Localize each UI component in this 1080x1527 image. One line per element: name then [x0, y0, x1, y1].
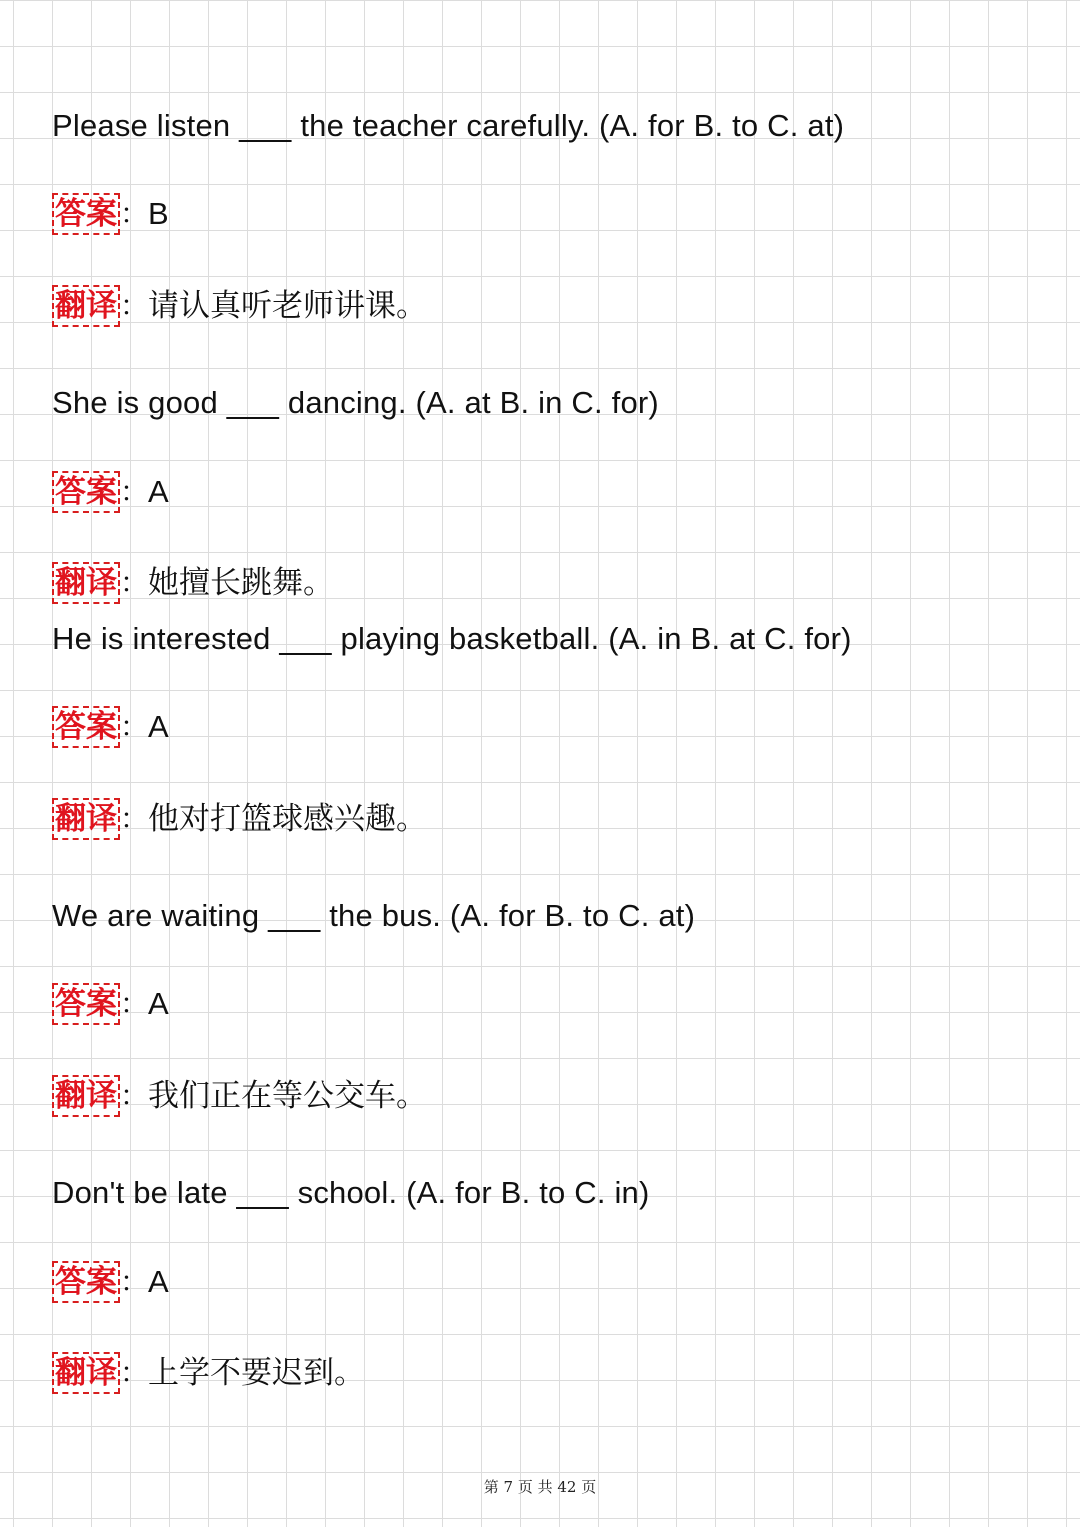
translation-tag: 翻译 [52, 562, 120, 604]
translation-colon: ： [120, 801, 149, 835]
question-text: We are waiting ___ the bus. (A. for B. to C. at) [52, 898, 696, 933]
translation-value: 她擅长跳舞。 [148, 564, 334, 601]
translation-colon: ： [120, 1078, 149, 1112]
question-text: He is interested ___ playing basketball. (A. in B. at C. for) [52, 621, 852, 656]
page-number: 第 7 页 共 42 页 [483, 1478, 597, 1496]
answer-line [52, 192, 169, 235]
answer-line [52, 982, 169, 1025]
translation-colon: ： [120, 1355, 149, 1389]
answer-line [52, 705, 169, 748]
translation-line [52, 797, 427, 840]
translation-tag: 翻译 [52, 1075, 120, 1117]
translation-colon: ： [120, 565, 149, 599]
answer-colon: ： [120, 986, 149, 1020]
answer-line [52, 1260, 169, 1303]
answer-colon: ： [120, 196, 149, 230]
translation-colon: ： [120, 288, 149, 322]
translation-value: 上学不要迟到。 [148, 1354, 365, 1391]
answer-tag: 答案 [52, 1261, 120, 1303]
answer-tag: 答案 [52, 706, 120, 748]
question-text: Don't be late ___ school. (A. for B. to C. in) [52, 1175, 650, 1210]
answer-value: A [148, 708, 169, 744]
translation-line [52, 561, 334, 604]
translation-tag: 翻译 [52, 1352, 120, 1394]
answer-tag: 答案 [52, 471, 120, 513]
translation-line [52, 1351, 365, 1394]
question-text: Please listen ___ the teacher carefully. (A. for B. to C. at) [52, 108, 845, 143]
translation-tag: 翻译 [52, 798, 120, 840]
translation-value: 他对打篮球感兴趣。 [148, 800, 427, 837]
question-text: She is good ___ dancing. (A. at B. in C. for) [52, 385, 659, 420]
answer-value: A [148, 1263, 169, 1299]
translation-tag: 翻译 [52, 285, 120, 327]
answer-colon: ： [120, 1264, 149, 1298]
translation-value: 请认真听老师讲课。 [148, 287, 427, 324]
translation-value: 我们正在等公交车。 [148, 1077, 427, 1114]
answer-tag: 答案 [52, 193, 120, 235]
answer-value: A [148, 473, 169, 509]
answer-value: B [148, 195, 169, 231]
translation-line [52, 1074, 427, 1117]
answer-value: A [148, 985, 169, 1021]
answer-colon: ： [120, 474, 149, 508]
answer-colon: ： [120, 709, 149, 743]
answer-line [52, 470, 169, 513]
translation-line [52, 284, 427, 327]
answer-tag: 答案 [52, 983, 120, 1025]
